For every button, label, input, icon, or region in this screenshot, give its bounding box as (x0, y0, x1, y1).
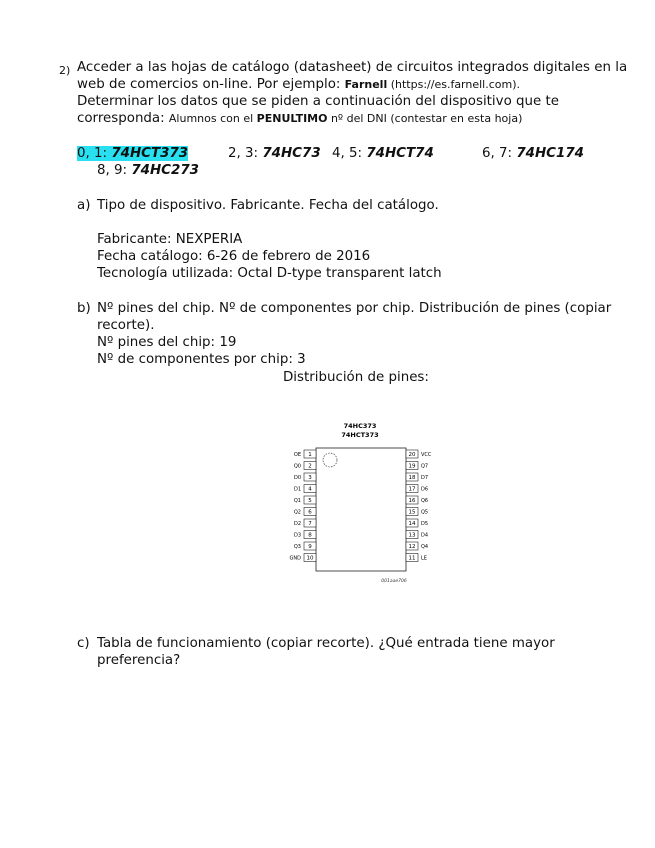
farnell-url: (https://es.farnell.com). (387, 78, 521, 91)
pin-name: D7 (421, 475, 429, 481)
device-option-2-3 (228, 146, 321, 161)
penultimo-label: PENULTIMO (256, 112, 328, 125)
pin-name: GND (289, 555, 301, 562)
right-pin-18 (406, 473, 428, 481)
pin-number: 9 (308, 544, 312, 551)
device-part: 74HC273 (131, 163, 199, 178)
device-digits: 0, 1: (77, 146, 112, 161)
right-pin-group (406, 450, 432, 562)
pin-number: 10 (306, 555, 314, 562)
pin-number: 6 (308, 509, 312, 516)
right-pin-19 (406, 462, 428, 470)
fabricante-answer: Fabricante: NEXPERIA (97, 232, 243, 247)
left-pin-8 (294, 531, 316, 539)
device-option-8-9 (97, 163, 199, 178)
right-pin-12 (406, 542, 428, 550)
question-line-4-text: corresponda: (77, 111, 169, 126)
device-digits: 4, 5: (332, 146, 367, 161)
left-pin-1 (294, 450, 316, 458)
pin-number: 4 (308, 486, 312, 493)
question-number: 2) (59, 64, 71, 77)
question-line-2-text: web de comercios on-line. Por ejemplo: (77, 77, 345, 92)
pin-name: Q1 (293, 498, 301, 504)
pin-name: D4 (421, 532, 429, 539)
section-b-title-2: recorte). (97, 318, 155, 333)
pin-name: OE (293, 452, 301, 458)
question-line-4 (77, 111, 522, 126)
question-line-2 (77, 77, 520, 92)
device-part: 74HC174 (516, 146, 584, 161)
pin-name: LE (421, 555, 427, 562)
device-digits: 2, 3: (228, 146, 263, 161)
pin-name: Q3 (293, 544, 301, 550)
device-option-0-1 (77, 146, 188, 161)
pines-answer: Nº pines del chip: 19 (97, 335, 237, 350)
pin-name: D3 (293, 532, 301, 539)
section-c-label: c) (77, 636, 90, 651)
question-line-1: Acceder a las hojas de catálogo (datasheet) de circuitos integrados digitales en la (77, 60, 628, 75)
right-pin-16 (406, 496, 428, 504)
pin-name: D2 (293, 521, 301, 527)
pin-number: 3 (308, 475, 312, 482)
left-pin-2 (294, 462, 316, 470)
pin-number: 20 (408, 452, 416, 459)
chip-body (316, 448, 406, 571)
right-pin-13 (406, 531, 428, 539)
pin-number: 18 (408, 475, 416, 482)
pin-name: Q0 (293, 463, 301, 470)
device-digits: 8, 9: (97, 163, 132, 178)
left-pin-7 (294, 519, 316, 527)
right-pin-17 (406, 485, 428, 493)
pin-number: 14 (408, 521, 416, 528)
pinout-title-2: 74HCT373 (341, 431, 379, 439)
pin-name: D6 (421, 486, 429, 493)
device-option-4-5 (332, 146, 434, 161)
device-part: 74HCT373 (111, 146, 189, 161)
pin-number: 15 (408, 509, 416, 516)
pin-name: Q6 (421, 498, 429, 504)
pinout-diagram (282, 420, 432, 588)
question-line-4-note: Alumnos con el (168, 112, 257, 125)
right-pin-20 (406, 450, 432, 458)
pin-number: 7 (308, 521, 312, 528)
pin-name: D0 (293, 475, 301, 481)
pin-name: D1 (293, 486, 301, 493)
pin-number: 11 (408, 555, 416, 562)
diagram-code: 001aae706 (381, 579, 407, 584)
section-c-title-1: Tabla de funcionamiento (copiar recorte). ¿Qué entrada tiene mayor (97, 636, 555, 651)
pin-name: VCC (421, 452, 432, 458)
left-pin-4 (294, 485, 316, 493)
fecha-catalogo-answer: Fecha catálogo: 6-26 de febrero de 2016 (97, 249, 371, 264)
pin-name: Q5 (421, 509, 429, 516)
pin-number: 17 (408, 486, 416, 493)
right-pin-11 (406, 554, 427, 562)
device-part: 74HCT74 (366, 146, 434, 161)
pin-number: 5 (308, 498, 312, 505)
left-pin-6 (294, 508, 316, 516)
pin-name: Q2 (293, 509, 301, 516)
pinout-title-1: 74HC373 (343, 422, 377, 430)
componentes-answer: Nº de componentes por chip: 3 (97, 352, 306, 367)
right-pin-14 (406, 519, 428, 527)
left-pin-group (290, 450, 316, 562)
section-b-title-1: Nº pines del chip. Nº de componentes por chip. Distribución de pines (copiar (97, 301, 612, 316)
left-pin-3 (294, 473, 316, 481)
question-line-3: Determinar los datos que se piden a continuación del dispositivo que te (77, 94, 559, 109)
section-a-title: Tipo de dispositivo. Fabricante. Fecha del catálogo. (97, 198, 439, 213)
pin-name: Q4 (421, 544, 429, 550)
farnell-link-label: Farnell (344, 78, 388, 91)
pin-number: 19 (408, 463, 416, 470)
pin-number: 2 (308, 463, 312, 470)
right-pin-15 (406, 508, 428, 516)
device-digits: 6, 7: (482, 146, 517, 161)
section-c-title-2: preferencia? (97, 653, 181, 668)
tecnologia-answer: Tecnología utilizada: Octal D-type transparent latch (97, 266, 442, 281)
left-pin-10 (290, 554, 316, 562)
left-pin-5 (294, 496, 316, 504)
pin-number: 16 (408, 498, 416, 505)
question-line-4-end: nº del DNI (contestar en esta hoja) (327, 112, 523, 125)
section-a-label: a) (77, 198, 91, 213)
section-b-label: b) (77, 301, 91, 316)
pin-number: 12 (408, 544, 416, 551)
distribucion-label: Distribución de pines: (283, 370, 429, 385)
device-part: 74HC73 (262, 146, 321, 161)
pin-number: 8 (308, 532, 312, 539)
pin-number: 13 (408, 532, 416, 539)
device-option-6-7 (482, 146, 584, 161)
pin-name: D5 (421, 521, 429, 527)
left-pin-9 (294, 542, 316, 550)
pin-number: 1 (308, 452, 312, 459)
pin-name: Q7 (421, 463, 429, 470)
